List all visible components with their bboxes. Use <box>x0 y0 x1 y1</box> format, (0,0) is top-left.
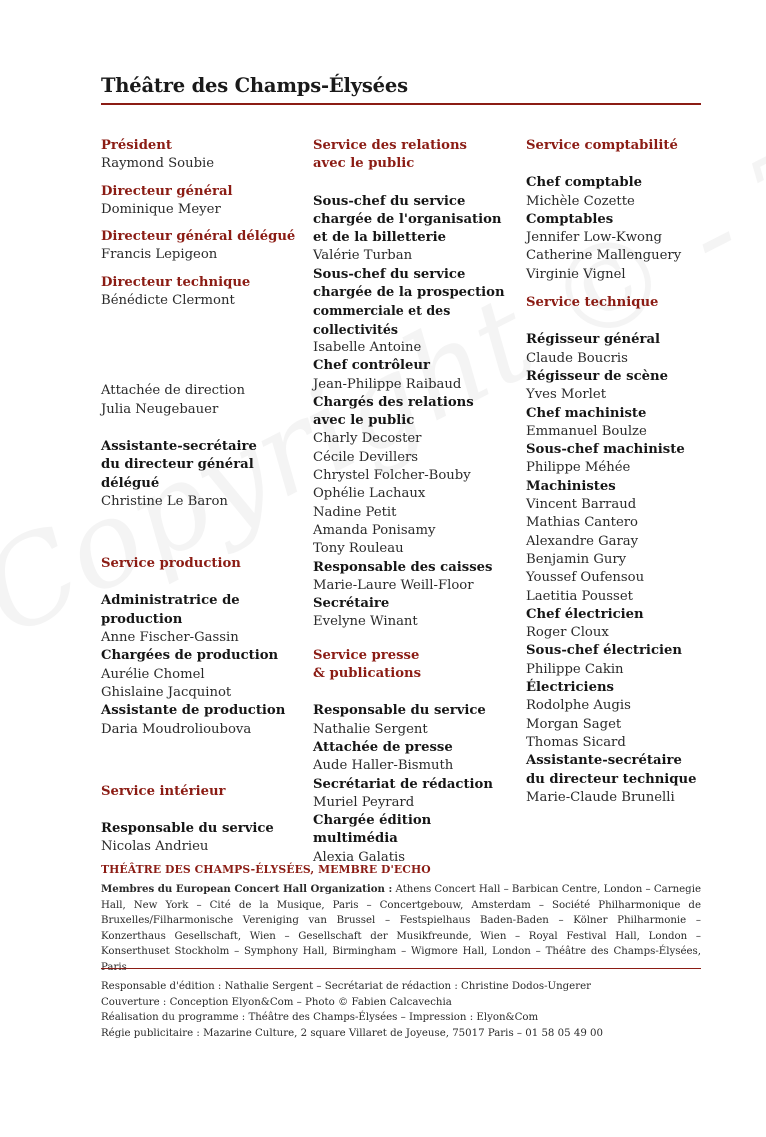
person-name: Catherine Mallenguery <box>526 248 682 264</box>
credit-line: Réalisation du programme : Théâtre des Champs-Élysées – Impression : Elyon&Com <box>101 1012 539 1024</box>
person-name: Dominique Meyer <box>101 201 221 217</box>
person-name: Aude Haller-Bismuth <box>313 758 454 774</box>
role-label: Responsable du service <box>101 821 274 837</box>
person-name: Nathalie Sergent <box>313 721 428 737</box>
role-label: chargée de l'organisation <box>313 211 502 227</box>
role-label: Chargés des relations <box>313 394 474 410</box>
role-label: Administratrice de production <box>101 593 240 627</box>
person-name: Aurélie Chomel <box>101 666 205 682</box>
role-label: Responsable des caisses <box>313 559 493 575</box>
person-name: Roger Cloux <box>526 625 609 641</box>
role-label: Assistante-secrétaire <box>526 753 682 769</box>
credits-section <box>101 979 701 1042</box>
person-name: Christine Le Baron <box>101 493 228 509</box>
person-name: Nadine Petit <box>313 504 397 520</box>
credit-line: Régie publicitaire : Mazarine Culture, 2 square Villaret de Joyeuse, 75017 Paris – 01 58 05 49 00 <box>101 1028 604 1040</box>
person-name: Bénédicte Clermont <box>101 293 235 309</box>
role-label: Machinistes <box>526 478 616 494</box>
person-name: Amanda Ponisamy <box>313 522 436 538</box>
column-compta-technique <box>526 137 726 807</box>
echo-title: THÉÂTRE DES CHAMPS-ÉLYSÉES, MEMBRE D'ECHO <box>101 863 431 876</box>
person-name: Morgan Saget <box>526 716 622 732</box>
person-name: Laetitia Pousset <box>526 588 633 604</box>
person-name: Philippe Méhée <box>526 460 631 476</box>
person-name: Evelyne Winant <box>313 614 418 630</box>
role-label: du directeur général délégué <box>101 457 254 491</box>
person-name: Raymond Soubie <box>101 156 215 172</box>
role-label: Électriciens <box>526 680 614 696</box>
role-label: Sous-chef du service <box>313 193 466 209</box>
role-label: Secrétaire <box>313 596 390 612</box>
person-name: Anne Fischer-Gassin <box>101 630 239 646</box>
person-name: Claude Boucris <box>526 350 628 366</box>
section-title: Service presse <box>313 647 420 663</box>
person-name: Yves Morlet <box>526 387 606 403</box>
person-name: Emmanuel Boulze <box>526 423 647 439</box>
role-label: Chef contrôleur <box>313 358 430 374</box>
person-name: Marie-Laure Weill-Floor <box>313 577 474 593</box>
role-label: Sous-chef machiniste <box>526 442 685 458</box>
role-label: Chef machiniste <box>526 405 647 421</box>
credits-divider <box>101 968 701 969</box>
person-name: Vincent Barraud <box>526 497 637 513</box>
person-name: Julia Neugebauer <box>101 401 219 417</box>
role-label: Directeur général <box>101 183 233 199</box>
role-label: Directeur technique <box>101 274 251 290</box>
role-label: Responsable du service <box>313 703 486 719</box>
role-label: Chargée édition multimédia <box>313 813 432 847</box>
echo-members-text: Athens Concert Hall – Barbican Centre, London – Carnegie Hall, New York – Cité de la Musique, Paris – Concertgebouw, Amsterdam – Société Philharmonique de Bruxelles/Filharmonische Vereniging van Brussel – Festspielhaus Baden-Baden – Kölner Philharmonie – Konzerthaus Gesellschaft, Wien – Gesellschaft der Musikfreunde, Wien – Royal Festival Hall, London – Konserthuset Stockholm – Symphony Hall, Birmingham – Wigmore Hall, London – Théâtre des Champs-Élysées, <box>101 884 701 958</box>
section-title: Service intérieur <box>101 783 226 799</box>
role-label: Chargées de production <box>101 648 279 664</box>
role-label: Sous-chef du service <box>313 266 466 282</box>
person-name: Ghislaine Jacquinot <box>101 684 232 700</box>
role-label: chargée de la prospection <box>313 285 505 301</box>
person-name: Nicolas Andrieu <box>101 839 209 855</box>
role-label: du directeur technique <box>526 771 697 787</box>
role-label: commerciale et des collectivités <box>313 303 451 337</box>
role-label: Sous-chef électricien <box>526 643 682 659</box>
person-name: Tony Rouleau <box>313 541 404 557</box>
echo-members-label: Membres du European Concert Hall Organization : <box>101 883 393 895</box>
column-direction <box>101 137 301 857</box>
role-label: Président <box>101 138 172 153</box>
role-label: Comptables <box>526 211 614 227</box>
role-label: Secrétariat de rédaction <box>313 776 493 792</box>
person-name: Benjamin Gury <box>526 551 627 567</box>
echo-section <box>101 862 701 976</box>
page-title: Théâtre des Champs-Élysées <box>101 74 408 97</box>
section-title: & publications <box>313 666 422 682</box>
role-label: et de la billetterie <box>313 230 446 246</box>
person-name: Jennifer Low-Kwong <box>526 230 662 246</box>
person-name: Marie-Claude Brunelli <box>526 789 675 805</box>
person-name: Virginie Vignel <box>526 266 626 282</box>
role-label: Régisseur de scène <box>526 368 668 384</box>
role-label: Assistante-secrétaire <box>101 438 257 454</box>
role-label: avec le public <box>313 413 415 429</box>
person-name: Youssef Oufensou <box>526 570 645 586</box>
person-name: Mathias Cantero <box>526 515 638 531</box>
person-name: Michèle Cozette <box>526 193 635 209</box>
section-title: Service production <box>101 556 241 572</box>
role-label: Attachée de presse <box>313 739 453 755</box>
person-name: Cécile Devillers <box>313 449 419 465</box>
person-name: Charly Decoster <box>313 431 422 447</box>
echo-members <box>101 882 701 976</box>
person-name: Chrystel Folcher-Bouby <box>313 468 471 484</box>
person-name: Rodolphe Augis <box>526 698 631 714</box>
person-name: Alexia Galatis <box>313 849 406 865</box>
role-label: Régisseur général <box>526 332 661 348</box>
credit-line: Responsable d'édition : Nathalie Sergent – Secrétariat de rédaction : Christine Dodos-Ungerer <box>101 981 591 992</box>
person-name: Ophélie Lachaux <box>313 486 426 502</box>
title-divider <box>101 103 701 105</box>
person-name: Isabelle Antoine <box>313 339 422 355</box>
role-label: Attachée de direction <box>101 383 245 399</box>
credit-line: Couverture : Conception Elyon&Com – Photo © Fabien Calcavechia <box>101 996 452 1008</box>
person-name: Alexandre Garay <box>526 533 639 549</box>
section-title: Service technique <box>526 295 659 311</box>
person-name: Thomas Sicard <box>526 734 626 750</box>
person-name: Muriel Peyrard <box>313 794 415 810</box>
section-title: Service comptabilité <box>526 138 678 153</box>
section-title: Service des relations <box>313 138 467 153</box>
section-title: avec le public <box>313 156 415 172</box>
role-label: Chef comptable <box>526 175 642 191</box>
person-name: Valérie Turban <box>313 248 413 264</box>
column-relations-presse <box>313 137 518 867</box>
role-label: Directeur général délégué <box>101 229 296 245</box>
person-name: Philippe Cakin <box>526 661 624 677</box>
person-name: Jean-Philippe Raibaud <box>313 376 462 392</box>
role-label: Assistante de production <box>101 703 286 719</box>
role-label: Chef électricien <box>526 606 644 622</box>
person-name: Francis Lepigeon <box>101 247 218 263</box>
person-name: Daria Moudrolioubova <box>101 721 252 737</box>
